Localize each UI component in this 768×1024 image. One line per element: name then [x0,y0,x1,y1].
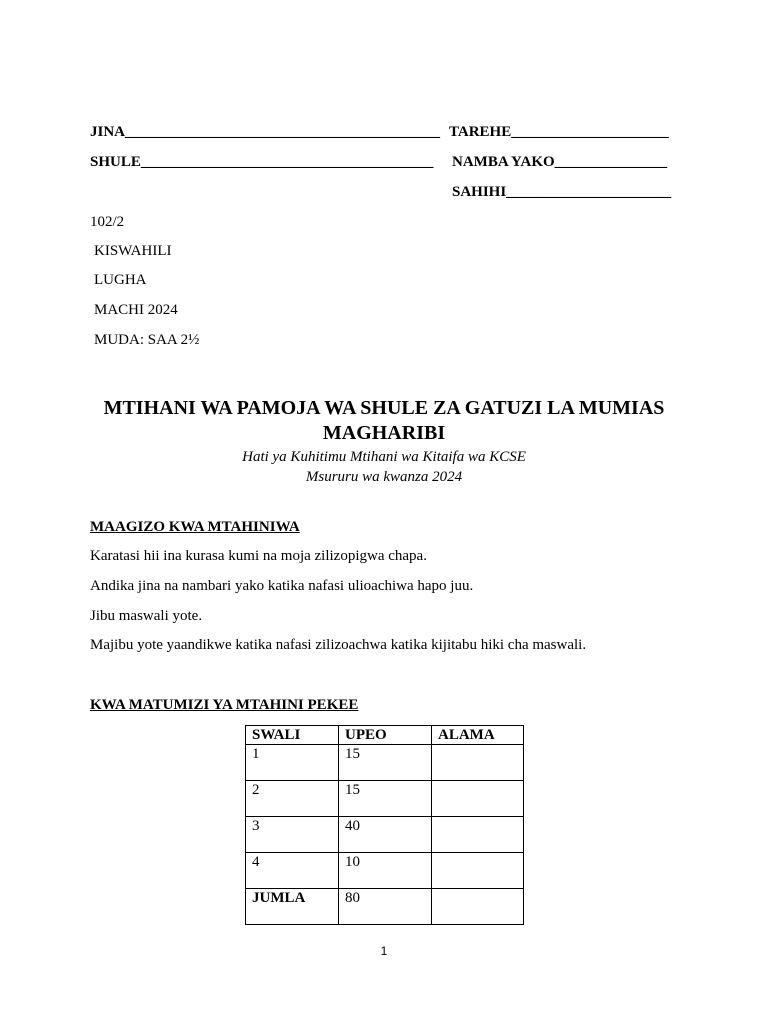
instruction-item: Andika jina na nambari yako katika nafasi ulioachiwa hapo juu. [90,578,474,594]
exam-title [60,396,708,446]
exam-title-line-1: MTIHANI WA PAMOJA WA SHULE ZA GATUZI LA MUMIAS [103,397,665,419]
exam-duration: MUDA: SAA 2½ [94,332,200,348]
page-number: 1 [380,944,388,958]
column-header-swali: SWALI [246,726,339,745]
instruction-item: Karatasi hii ina kurasa kumi na moja zilizopigwa chapa. [90,548,427,564]
max-score-cell: 15 [339,745,432,781]
table-row [246,853,524,889]
number-field-label: NAMBA YAKO_______________ [452,154,668,170]
exam-subtitle-2: Msururu wa kwanza 2024 [305,469,463,485]
score-table-header [246,726,524,745]
table-row [246,781,524,817]
instructions-heading: MAAGIZO KWA MTAHINIWA [90,519,300,535]
paper-code: 102/2 [90,214,125,230]
question-cell: 3 [246,817,339,853]
school-field-label: SHULE_______________________________________ [90,154,434,170]
exam-title-line-2: MAGHARIBI [322,422,446,444]
question-cell: 4 [246,853,339,889]
paper-name: LUGHA [94,272,147,288]
exam-date: MACHI 2024 [94,302,178,318]
name-date-row [90,122,672,142]
date-field-label: TAREHE_____________________ [449,124,669,140]
exam-subtitle-1: Hati ya Kuhitimu Mtihani wa Kitaifa wa KCSE [242,449,526,465]
score-cell[interactable] [432,745,524,781]
subject-name: KISWAHILI [94,243,172,259]
school-number-row [90,152,672,172]
question-cell: 2 [246,781,339,817]
signature-field-label: SAHIHI______________________ [452,184,672,200]
score-cell[interactable] [432,817,524,853]
max-score-cell: 15 [339,781,432,817]
examiner-heading: KWA MATUMIZI YA MTAHINI PEKEE [90,697,359,713]
column-header-upeo: UPEO [339,726,432,745]
total-row [246,889,524,925]
question-cell: 1 [246,745,339,781]
column-header-alama: ALAMA [432,726,524,745]
table-row [246,817,524,853]
table-row [246,745,524,781]
max-score-cell: 10 [339,853,432,889]
max-score-cell: 40 [339,817,432,853]
score-cell[interactable] [432,781,524,817]
total-score-cell[interactable] [432,889,524,925]
score-table [245,725,524,925]
name-field-label: JINA__________________________________________ [90,124,441,140]
total-label-cell: JUMLA [246,889,339,925]
signature-row [90,182,672,202]
instruction-item: Jibu maswali yote. [90,608,203,624]
instruction-item: Majibu yote yaandikwe katika nafasi zilizoachwa katika kijitabu hiki cha maswali. [90,637,587,653]
total-max-score-cell: 80 [339,889,432,925]
score-cell[interactable] [432,853,524,889]
